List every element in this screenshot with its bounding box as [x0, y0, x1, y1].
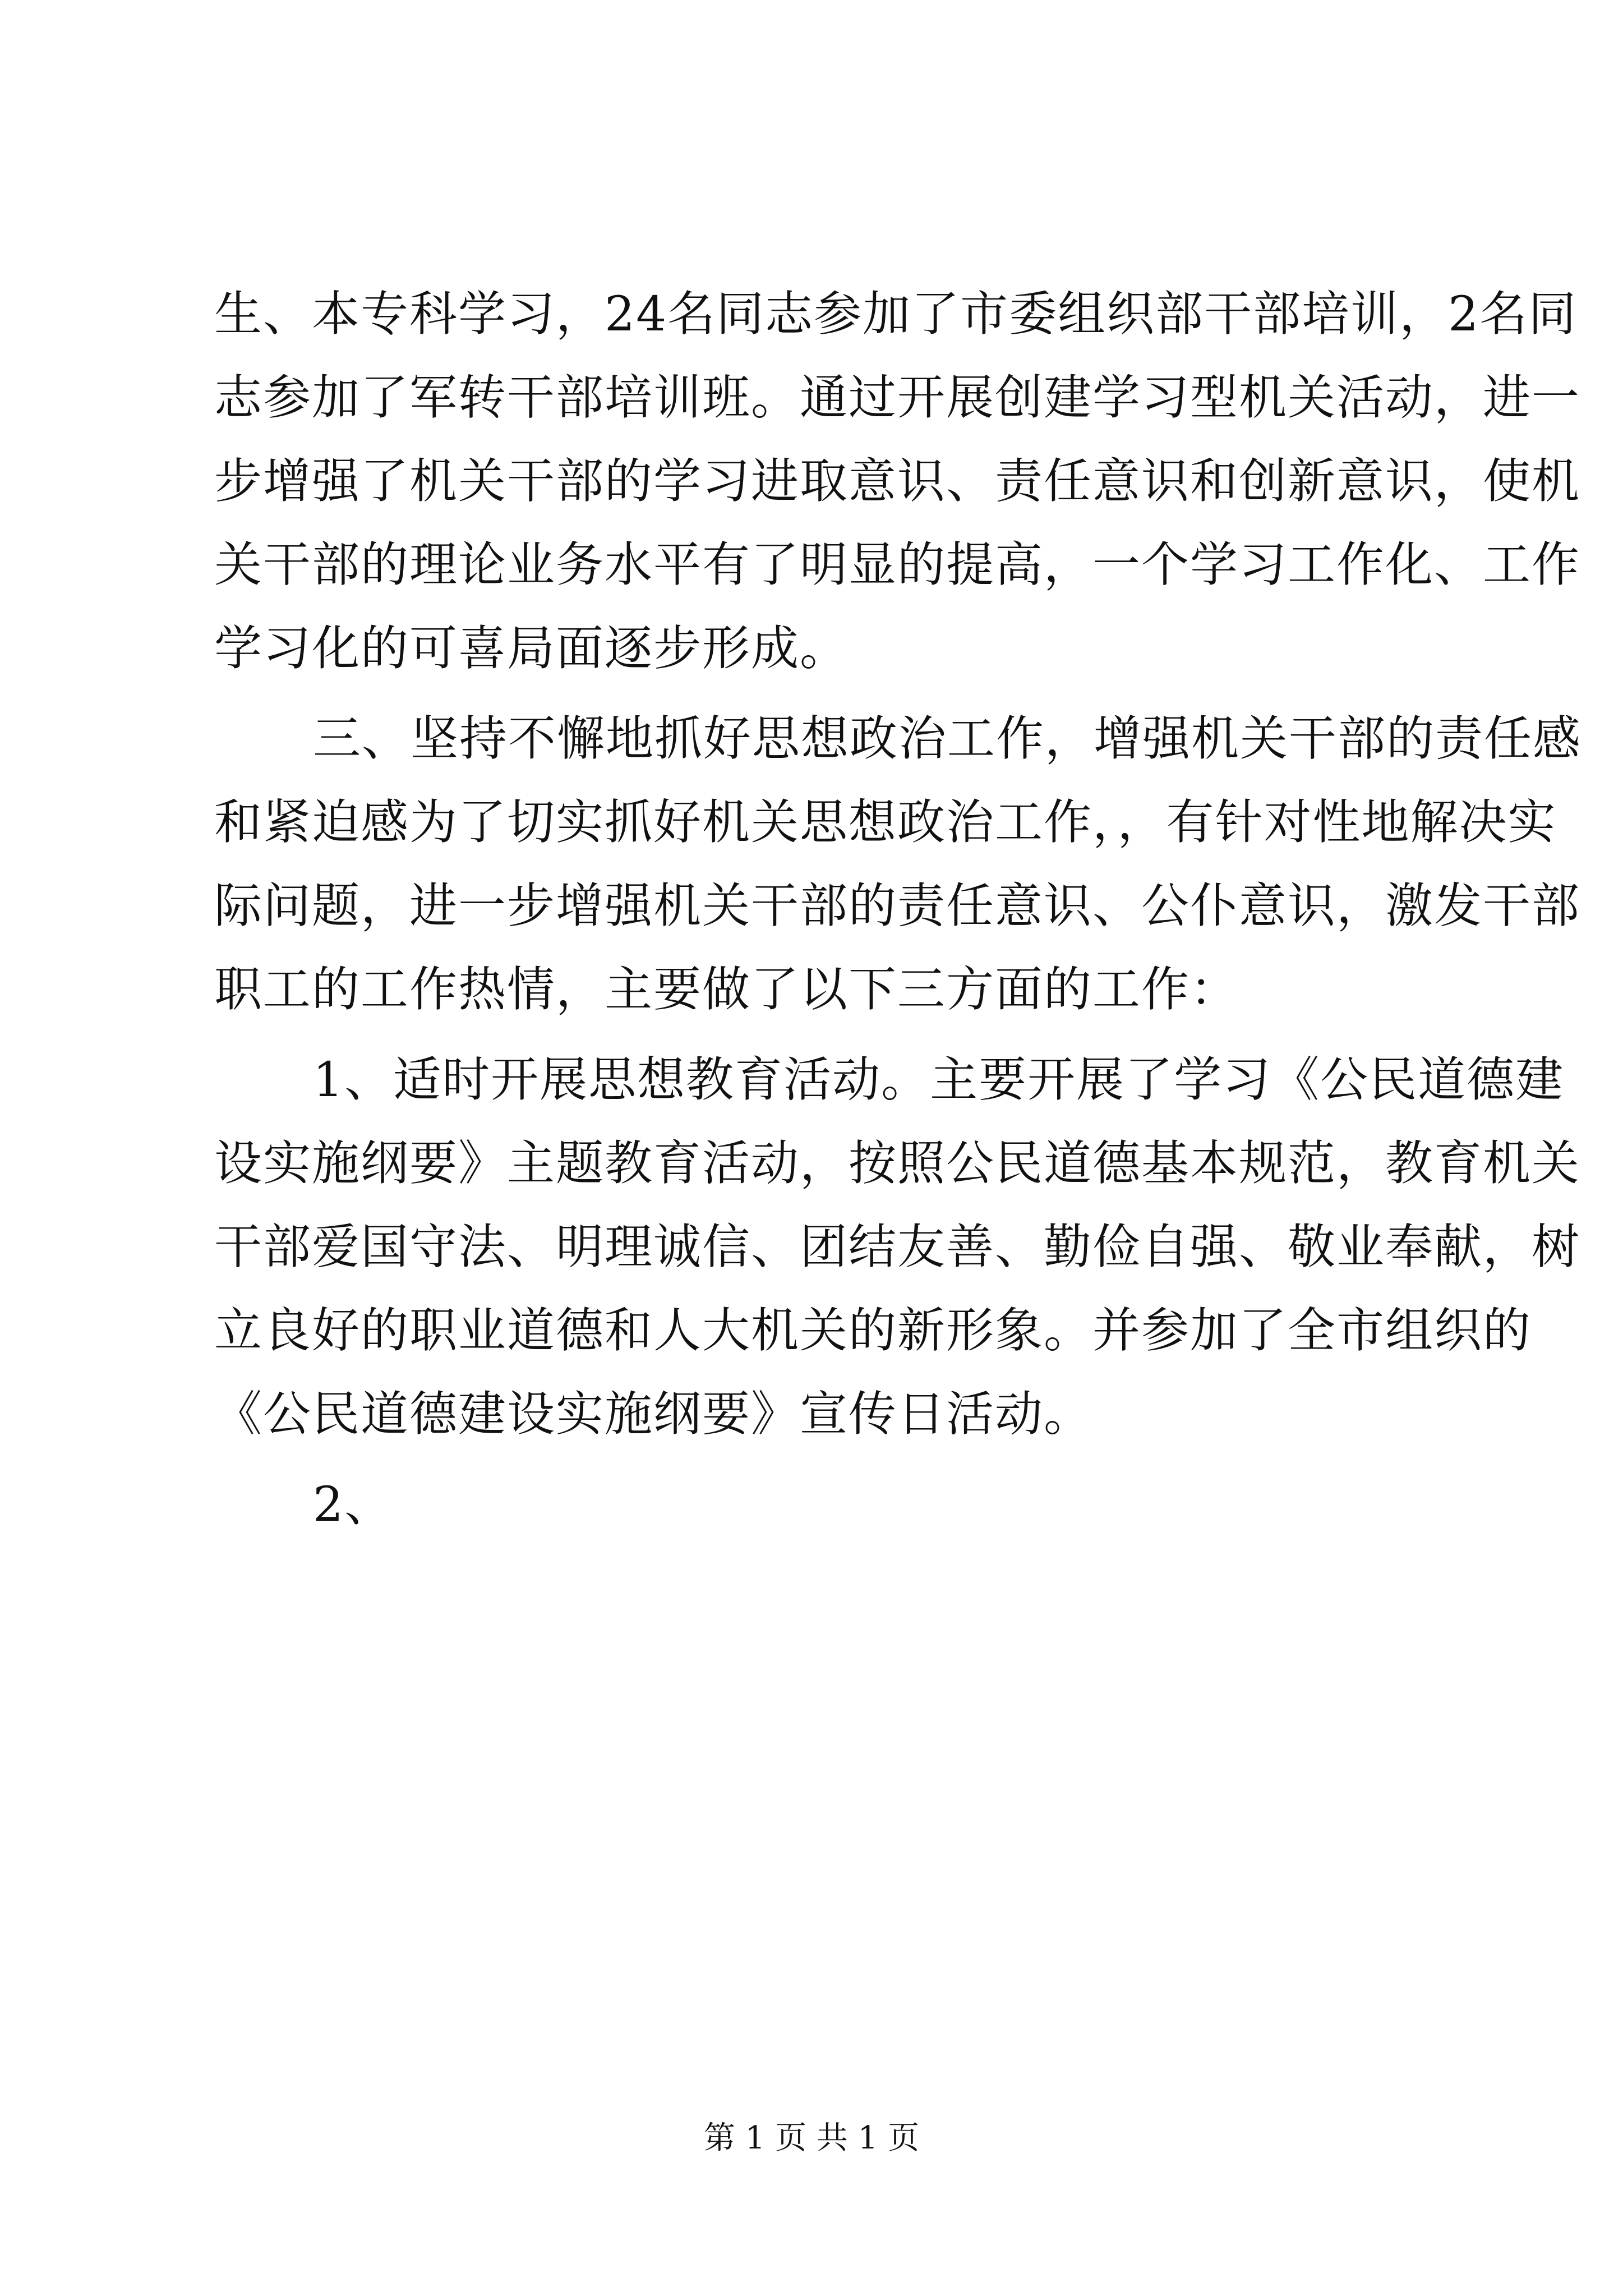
paragraph-section-three [214, 697, 1582, 1032]
text-line: 职工的工作热情，主要做了以下三方面的工作： [214, 962, 1239, 1018]
text-line: 三、坚持不懈地抓好思想政治工作，增强机关干部的责任感 [313, 711, 1582, 767]
text-line: 2、 [313, 1477, 394, 1533]
document-body [214, 273, 1582, 1553]
text-line: 关干部的理论业务水平有了明显的提高，一个学习工作化、工作 [214, 537, 1581, 593]
text-line: 设实施纲要》主题教育活动，按照公民道德基本规范，教育机关 [214, 1136, 1581, 1191]
paragraph-study-summary [214, 273, 1581, 691]
paragraph-item-two [214, 1463, 1420, 1547]
text-line: 际问题，进一步增强机关干部的责任意识、公仆意识，激发干部 [214, 878, 1581, 934]
text-line: 志参加了军转干部培训班。通过开展创建学习型机关活动，进一 [214, 370, 1581, 426]
text-line: 1、适时开展思想教育活动。主要开展了学习《公民道德建 [313, 1052, 1565, 1108]
paragraph-item-one [214, 1038, 1581, 1456]
page-footer [0, 2116, 1623, 2161]
text-line: 《公民道德建设实施纲要》宣传日活动。 [214, 1387, 1093, 1442]
text-line: 步增强了机关干部的学习进取意识、责任意识和创新意识，使机 [214, 454, 1581, 509]
text-line: 生、本专科学习，24名同志参加了市委组织部干部培训，2名同 [214, 287, 1578, 342]
text-line: 和紧迫感为了切实抓好机关思想政治工作，，有针对性地解决实 [214, 795, 1557, 850]
text-line: 学习化的可喜局面逐步形成。 [214, 621, 849, 677]
text-line: 干部爱国守法、明理诚信、团结友善、勤俭自强、敬业奉献，树 [214, 1220, 1581, 1275]
text-line: 立良好的职业道德和人大机关的新形象。并参加了全市组织的 [214, 1303, 1532, 1359]
page-number-label: 第 1 页 共 1 页 [703, 2120, 920, 2156]
